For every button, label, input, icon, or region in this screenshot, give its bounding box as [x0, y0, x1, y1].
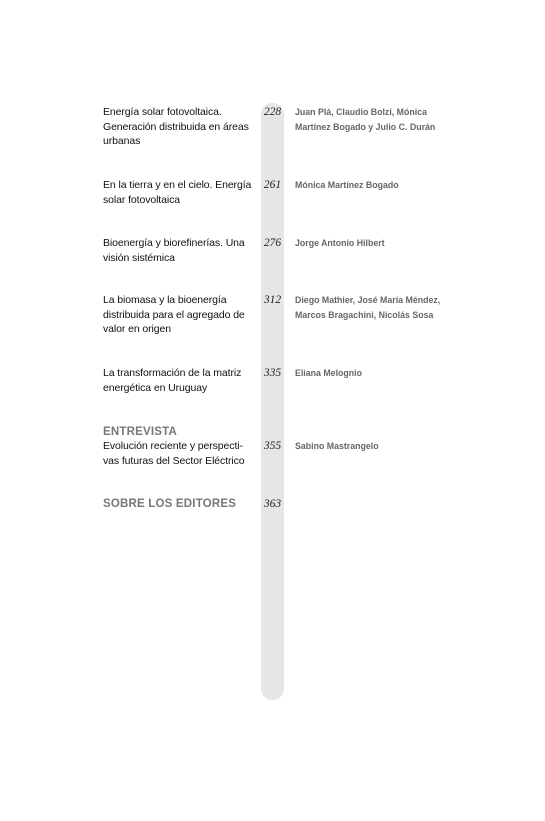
section-heading-editores[interactable]: SOBRE LOS EDITORES	[103, 498, 237, 510]
toc-entry-title[interactable]: La transformación de la matriz energética en Uruguay	[103, 367, 242, 394]
toc-entry-title[interactable]: Bioenergía y biorefinerías. Una visión sistémica	[103, 237, 245, 264]
toc-entry-page: 363	[263, 498, 282, 510]
toc-entry-page: 355	[263, 440, 282, 452]
toc-entry-authors: Jorge Antonio Hilbert	[295, 238, 385, 248]
toc-entry-title[interactable]: En la tierra y en el cielo. Energía solar fotovoltaica	[103, 179, 252, 206]
toc-entry-page: 276	[263, 237, 282, 249]
toc-entry-title[interactable]: Evolución reciente y perspecti-vas futuras del Sector Eléctrico	[103, 440, 245, 467]
toc-entry-authors: Mónica Martínez Bogado	[295, 180, 399, 190]
toc-entry-authors: Eliana Melognio	[295, 368, 362, 378]
toc-entry-title[interactable]: Energía solar fotovoltaica. Generación distribuida en áreas urbanas	[103, 106, 249, 147]
toc-entry-authors: Juan Plá, Claudio Bolzi, Mónica Martínez Bogado y Julio C. Durán	[295, 107, 436, 132]
toc-entry-page: 228	[263, 106, 282, 118]
toc-entry-page: 312	[263, 294, 282, 306]
section-heading-entrevista: ENTREVISTA	[103, 426, 177, 438]
toc-entry-title[interactable]: La biomasa y la bioenergía distribuida para el agregado de valor en origen	[103, 294, 245, 335]
toc-entry-page: 261	[263, 179, 282, 191]
toc-entry-authors: Diego Mathier, José María Méndez, Marcos Bragachini, Nicolás Sosa	[295, 295, 441, 320]
toc-entry-authors: Sabino Mastrangelo	[295, 441, 379, 451]
page-number-column-bar	[261, 103, 284, 700]
toc-entry-page: 335	[263, 367, 282, 379]
